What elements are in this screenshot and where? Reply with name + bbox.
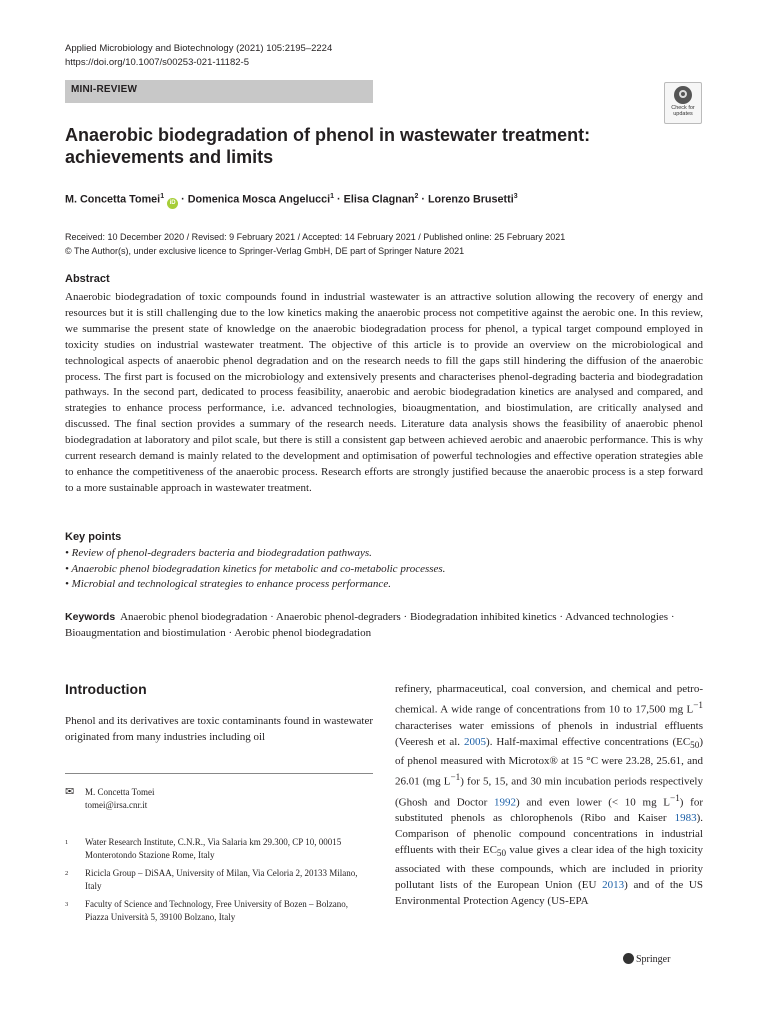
author-separator: · xyxy=(178,193,188,206)
body-text: refinery, pharmaceutical, coal conversion, and chemical and petro-chemical. A wide range of concentrations from 10 to 17,500 mg L xyxy=(395,683,703,716)
body-text: ) and of the US Environmental Protection Agency (US-EPA xyxy=(395,879,703,908)
badge-line1: Check for xyxy=(671,105,695,111)
body-text: ) of phenol measured with Microtox® at 15 °C were 23.28, 25.61, and 26.01 (mg L xyxy=(395,735,703,788)
envelope-icon: ✉ xyxy=(65,786,75,798)
publisher-name: Springer xyxy=(636,954,671,965)
keywords xyxy=(65,609,703,641)
author-list xyxy=(65,193,518,209)
introduction-paragraph-continued xyxy=(395,681,703,909)
journal-name: Applied Microbiology and Biotechnology (2021) 105:2195–2224 xyxy=(65,43,333,54)
affiliation-text: Faculty of Science and Technology, Free University of Bozen – Bolzano, Piazza Università 5, 39100 Bolzano, Italy xyxy=(85,899,349,922)
key-point: • Review of phenol-degraders bacteria and biodegradation pathways. xyxy=(65,547,372,559)
affiliation-marker: 3 xyxy=(513,193,518,200)
abstract-heading: Abstract xyxy=(65,273,110,285)
affiliation-number: 3 xyxy=(65,901,69,908)
body-text: ) and even lower (< 10 mg L xyxy=(515,796,671,809)
corresponding-author-email[interactable]: tomei@irsa.cnr.it xyxy=(85,800,148,810)
body-text: ). Comparison of phenolic compound concentrations in industrial effluents with their EC xyxy=(395,812,703,857)
superscript: −1 xyxy=(450,771,461,782)
affiliation-text: Ricicla Group – DiSAA, University of Milan, Via Celoria 2, 20133 Milano, Italy xyxy=(85,868,358,891)
check-for-updates-badge[interactable] xyxy=(664,82,702,124)
author-name[interactable]: Elisa Clagnan xyxy=(343,193,415,206)
history-dates: Received: 10 December 2020 / Revised: 9 February 2021 / Accepted: 14 February 2021 / Published online: 25 February 2021 xyxy=(65,232,566,242)
affiliation-marker: 1 xyxy=(160,193,165,200)
affiliation-text: Water Research Institute, C.N.R., Via Salaria km 29.300, CP 10, 00015 Monterotondo Stazione Rome, Italy xyxy=(85,837,342,860)
affiliation-number: 2 xyxy=(65,870,69,877)
affiliation-marker: 1 xyxy=(330,193,335,200)
introduction-paragraph: Phenol and its derivatives are toxic contaminants found in wastewater originated from many industries including oil xyxy=(65,715,373,743)
copyright-line: © The Author(s), under exclusive licence to Springer-Verlag GmbH, DE part of Springer Nature 2021 xyxy=(65,246,465,256)
affiliation-marker: 2 xyxy=(414,193,419,200)
affiliation-number: 1 xyxy=(65,839,69,846)
superscript: −1 xyxy=(670,792,680,803)
subscript: 50 xyxy=(496,848,507,859)
citation-link[interactable]: 1983 xyxy=(674,812,697,825)
key-point: • Anaerobic phenol biodegradation kinetics for metabolic and co-metabolic processes. xyxy=(65,562,446,575)
key-points-list xyxy=(65,546,445,593)
subscript: 50 xyxy=(690,739,700,750)
author-separator: · xyxy=(334,193,344,206)
springer-horse-icon xyxy=(623,953,634,964)
citation-link[interactable]: 2013 xyxy=(602,879,625,892)
publisher-logo xyxy=(623,953,670,965)
body-text: characterises water emissions of phenols in industrial effluents (Veeresh et al. xyxy=(395,719,703,748)
body-text: value gives a clear idea of the high toxicity associated with these compounds, which are included in priority pollutant lists of the European Union (EU xyxy=(395,844,704,892)
article-history xyxy=(65,230,565,258)
body-text: ) for substituted phenols as chlorophenols (Ribo and Kaiser xyxy=(395,796,703,825)
author-name[interactable]: Lorenzo Brusetti xyxy=(427,193,514,206)
key-points-heading: Key points xyxy=(65,531,122,543)
keywords-text: Anaerobic phenol biodegradation · Anaerobic phenol-degraders · Biodegradation inhibited kinetics · Advanced technologies · Bioaugmentation and biostimulation · Aerobic phenol biodegradation xyxy=(65,611,675,639)
abstract-text: Anaerobic biodegradation of toxic compounds found in industrial wastewater is an attractive solution allowing the recovery of energy and resources but it is still challenging due to the low kinetics making the anaerobic process not competitive against the aerobic one. In this review, we summarise the present state of knowledge on the anaerobic biodegradation process for phenol, a typical target compound employed in toxicity studies on industrial wastewater treatment. The objective of this article is to provide an overview on the microbiological and technological aspects of anaerobic phenol degradation and on the research needs to fill the gaps still hindering the diffusion of the anaerobic process. The first part is focused on the microbiology and extensively presents and characterises phenol-degrading bacteria and biodegradation pathways. In the second part, dedicated to process feasibility, anaerobic and aerobic biodegradation kinetics are analysed and compared, and strategies to enhance process performance, i.e. advanced technologies, bioaugmentation, and biostimulation, are critically analysed and discussed. The final section provides a summary of the research needs. Literature data analysis shows the feasibility of anaerobic phenol biodegradation at laboratory and pilot scale, but there is still a consistent gap between achieved aerobic and anaerobic performance. This is why current research demand is mainly related to the development and optimisation of powerful technologies and effective operation strategies able to enhance the competitiveness of the anaerobic process. Research efforts are strongly justified because the anaerobic process is a step forward to a more sustainable approach in wastewater treatment. xyxy=(65,291,703,494)
body-text: ). Half-maximal effective concentrations (EC xyxy=(486,735,691,748)
key-point: • Microbial and technological strategies to enhance process performance. xyxy=(65,578,391,590)
author-separator: · xyxy=(418,193,428,206)
citation-link[interactable]: 1992 xyxy=(493,796,516,809)
crossmark-icon xyxy=(674,86,692,104)
superscript: −1 xyxy=(693,700,703,710)
corresponding-author-name: M. Concetta Tomei xyxy=(85,787,155,797)
body-text: ) for 5, 15, and 30 min incubation periods respectively (Ghosh and Doctor xyxy=(395,775,703,809)
keywords-label: Keywords xyxy=(65,611,116,623)
article-type-banner xyxy=(65,80,373,103)
citation-link[interactable]: 2005 xyxy=(464,735,487,748)
footnote-divider xyxy=(65,773,373,774)
article-type-label: MINI-REVIEW xyxy=(71,84,138,95)
author-name[interactable]: M. Concetta Tomei xyxy=(65,193,161,206)
badge-line2: updates xyxy=(673,111,693,117)
orcid-icon[interactable]: iD xyxy=(167,198,178,209)
journal-citation xyxy=(65,42,332,70)
introduction-heading: Introduction xyxy=(65,681,147,697)
article-title: Anaerobic biodegradation of phenol in wastewater treatment: achievements and limits xyxy=(65,125,591,167)
author-name[interactable]: Domenica Mosca Angelucci xyxy=(187,193,331,206)
doi-link[interactable]: https://doi.org/10.1007/s00253-021-11182-5 xyxy=(65,57,249,68)
